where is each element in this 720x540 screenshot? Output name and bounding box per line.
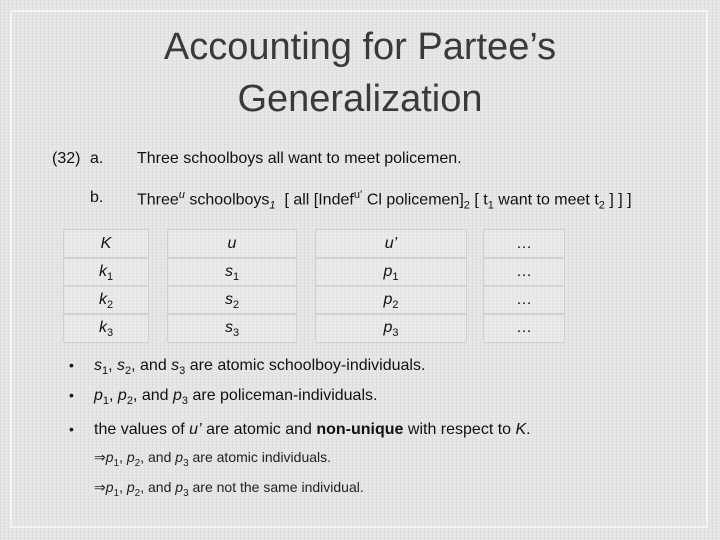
table-cell-e3: …	[483, 313, 565, 343]
example-b-label: b.	[90, 189, 104, 206]
implies-arrow-icon: ⇒	[94, 449, 106, 465]
table-header-ellipsis: …	[483, 229, 565, 259]
table-header-k: K	[63, 229, 149, 259]
table-cell-s3: $s_3$	[167, 313, 297, 343]
example-number: (32)	[52, 150, 81, 167]
sub-bullet-atomic: $\Rightarrow p_1$, $p_2$, and $p_3$ are atomic individuals.	[94, 449, 332, 469]
table-cell-p3: $p_3$	[315, 313, 467, 343]
sub-bullet-not-same: $\Rightarrow p_1$, $p_2$, and $p_3$ are not the same individual.	[94, 479, 364, 499]
slide-title-line2: Generalization	[237, 78, 483, 120]
bullet-policemen: • $p_1$, $p_2$, and $p_3$ are policeman-individuals.	[69, 387, 378, 408]
table-header-u: u	[167, 229, 297, 259]
example-a-label: a.	[90, 150, 104, 167]
table-cell-s2: $s_2$	[167, 285, 297, 315]
table-cell-p1: $p_1$	[315, 257, 467, 287]
example-a-text: Three schoolboys all want to meet policemen.	[137, 150, 462, 167]
table-cell-k3: $k_3$	[63, 313, 149, 343]
example-b-text: Three$^u$ schoolboys$_1$ [ all [Indef$^{u’}$ Cl $policemen]_2$ [ $t_1$ want to meet $t_2$ ] ] ]	[137, 189, 632, 212]
table-cell-e1: …	[483, 257, 565, 287]
table-cell-k2: $k_2$	[63, 285, 149, 315]
bullet-dot-icon: •	[69, 357, 74, 373]
table-cell-p2: $p_2$	[315, 285, 467, 315]
slide-title-line1: Accounting for Partee’s	[163, 26, 557, 68]
table-cell-k1: $k_1$	[63, 257, 149, 287]
bullet-schoolboys: • $s_1$, $s_2$, and $s_3$ are atomic schoolboy-individuals.	[69, 357, 426, 378]
assignment-table	[63, 229, 563, 341]
bullet-values: • the values of u’ are atomic and non-unique with respect to K.	[69, 421, 531, 438]
table-cell-s1: $s_1$	[167, 257, 297, 287]
bullet-dot-icon: •	[69, 387, 74, 403]
bullet-dot-icon: •	[69, 421, 74, 437]
table-cell-e2: …	[483, 285, 565, 315]
table-header-u-prime: u’	[315, 229, 467, 259]
implies-arrow-icon: ⇒	[94, 479, 106, 495]
